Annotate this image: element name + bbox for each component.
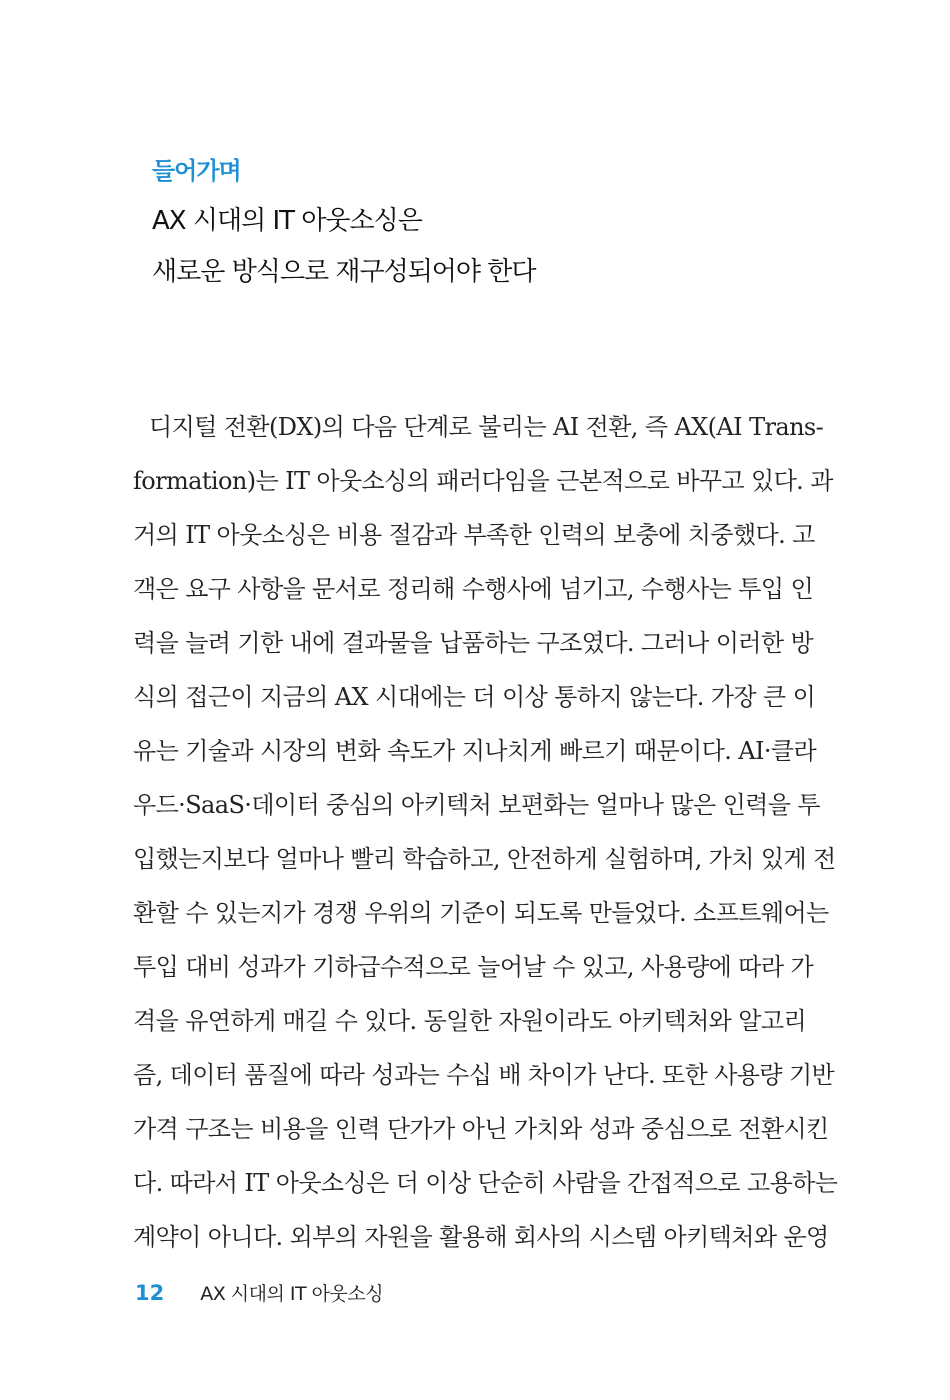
body-line: 거의 IT 아웃소싱은 비용 절감과 부족한 인력의 보충에 치중했다. 고 <box>133 521 815 549</box>
body-line: 유는 기술과 시장의 변화 속도가 지나치게 빠르기 때문이다. AI·클라 <box>133 737 817 765</box>
body-line: 우드·SaaS·데이터 중심의 아키텍처 보편화는 얼마나 많은 인력을 투 <box>133 791 820 819</box>
body-line: 식의 접근이 지금의 AX 시대에는 더 이상 통하지 않는다. 가장 큰 이 <box>133 683 816 711</box>
body-line: 력을 늘려 기한 내에 결과물을 납품하는 구조였다. 그러나 이러한 방 <box>133 629 814 657</box>
page-footer <box>135 1278 383 1309</box>
running-title: AX 시대의 IT 아웃소싱 <box>200 1283 384 1305</box>
chapter-title-line-2: 새로운 방식으로 재구성되어야 한다 <box>152 257 536 287</box>
page-number: 12 <box>135 1281 165 1305</box>
body-line: 가격 구조는 비용을 인력 단가가 아닌 가치와 성과 중심으로 전환시킨 <box>133 1115 829 1143</box>
body-line: 즘, 데이터 품질에 따라 성과는 수십 배 차이가 난다. 또한 사용량 기반 <box>133 1061 835 1089</box>
body-line: 객은 요구 사항을 문서로 정리해 수행사에 넘기고, 수행사는 투입 인 <box>133 575 814 603</box>
body-line: 계약이 아니다. 외부의 자원을 활용해 회사의 시스템 아키텍처와 운영 <box>133 1223 829 1251</box>
body-line: 투입 대비 성과가 기하급수적으로 늘어날 수 있고, 사용량에 따라 가 <box>133 953 814 981</box>
body-line: formation)는 IT 아웃소싱의 패러다임을 근본적으로 바꾸고 있다. 과 <box>133 467 833 495</box>
body-line: 다. 따라서 IT 아웃소싱은 더 이상 단순히 사람을 간접적으로 고용하는 <box>133 1169 838 1197</box>
chapter-title-line-1: AX 시대의 IT 아웃소싱은 <box>152 206 422 236</box>
body-text <box>133 400 838 1264</box>
body-line: 입했는지보다 얼마나 빨리 학습하고, 안전하게 실험하며, 가치 있게 전 <box>133 845 836 873</box>
body-line: 디지털 전환(DX)의 다음 단계로 불리는 AI 전환, 즉 AX(AI Trans- <box>149 413 824 441</box>
section-label: 들어가며 <box>152 157 241 185</box>
body-line: 환할 수 있는지가 경쟁 우위의 기준이 되도록 만들었다. 소프트웨어는 <box>133 899 829 927</box>
body-line: 격을 유연하게 매길 수 있다. 동일한 자원이라도 아키텍처와 알고리 <box>133 1007 807 1035</box>
